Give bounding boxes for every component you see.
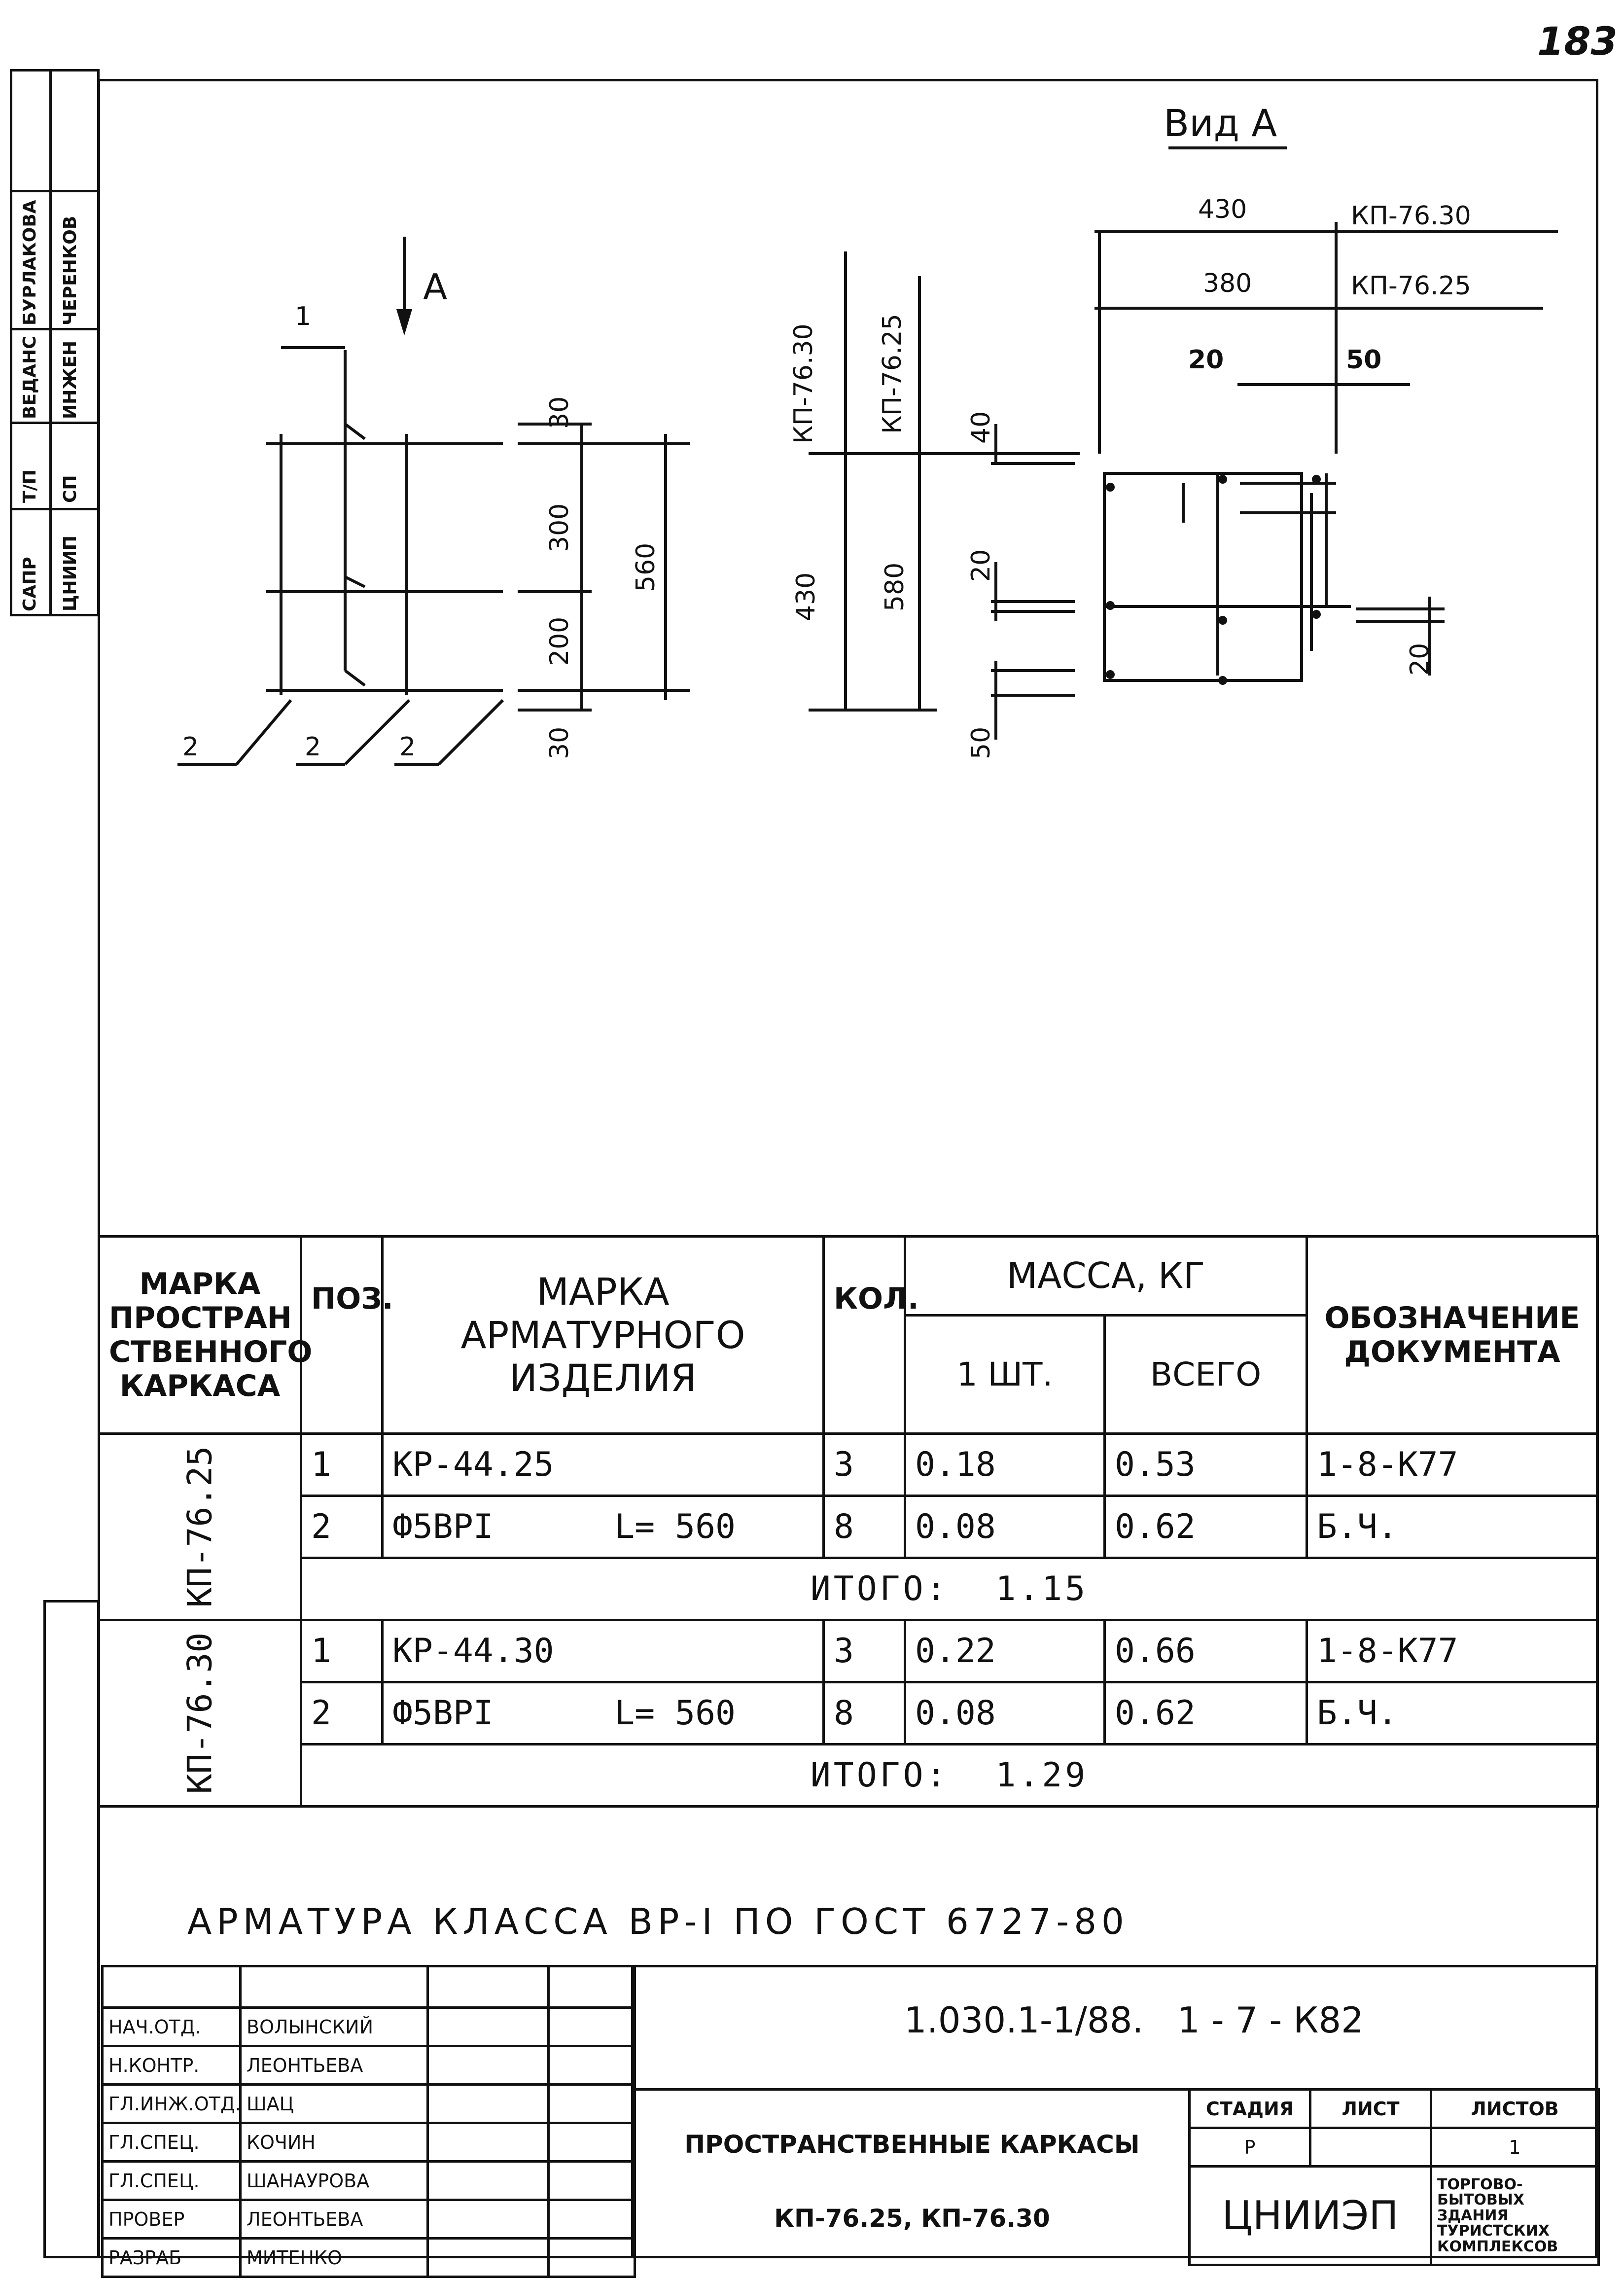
- item-cell: Ф5ВРI L= 560: [383, 1682, 824, 1745]
- total-row: [99, 1745, 1598, 1807]
- header-frame-mark: МАРКА ПРОСТРАН СТВЕННОГО КАРКАСА: [99, 1237, 301, 1434]
- frame-sketch: [148, 237, 740, 828]
- view-dim-40-side: 40: [966, 411, 996, 444]
- drawing-title-line1: ПРОСТРАНСТВЕННЫЕ КАРКАСЫ: [684, 2130, 1140, 2159]
- signature-row: ГЛ.СПЕЦ. КОЧИН: [103, 2123, 635, 2162]
- total-row: [99, 1558, 1598, 1620]
- position-mark-1: 1: [295, 302, 312, 331]
- view-dim-50: 50: [1346, 345, 1382, 375]
- stage-value: Р: [1190, 2128, 1310, 2167]
- reinforcement-note: АРМАТУРА КЛАССА ВР-I ПО ГОСТ 6727-80: [187, 1901, 1129, 1942]
- sheet-value: [1310, 2128, 1431, 2167]
- table-row: [99, 1434, 1598, 1496]
- doc-cell: 1-8-К77: [1307, 1434, 1598, 1496]
- pos-cell: 1: [301, 1434, 383, 1496]
- mass-one-cell: 0.08: [905, 1682, 1105, 1745]
- qty-cell: 3: [824, 1434, 905, 1496]
- view-mark-kp7630: КП-76.30: [1351, 201, 1471, 231]
- signature-row: ГЛ.ИНЖ.ОТД. ШАЦ: [103, 2085, 635, 2123]
- mass-one-cell: 0.18: [905, 1434, 1105, 1496]
- view-title: Вид А: [1164, 101, 1277, 145]
- signature-row: Н.КОНТР. ЛЕОНТЬЕВА: [103, 2046, 635, 2085]
- doc-cell: Б.Ч.: [1307, 1682, 1598, 1745]
- side-stamp-text: ЧЕРЕНКОВ: [60, 215, 80, 325]
- view-dim-580-side: 580: [880, 562, 910, 611]
- header-item-mark: МАРКА АРМАТУРНОГО ИЗДЕЛИЯ: [383, 1237, 824, 1434]
- position-mark-2: 2: [182, 732, 199, 762]
- header-pos: ПОЗ.: [301, 1237, 383, 1434]
- view-dim-380: 380: [1203, 269, 1252, 298]
- pos-cell: 2: [301, 1682, 383, 1745]
- header-mass-total: ВСЕГО: [1105, 1316, 1307, 1434]
- section-arrow-label: А: [423, 266, 448, 308]
- project-name: ТОРГОВО- БЫТОВЫХ ЗДАНИЯ ТУРИСТСКИХ КОМПЛЕКСОВ: [1431, 2167, 1599, 2265]
- position-mark-2: 2: [399, 732, 416, 762]
- dim-560: 560: [631, 542, 661, 592]
- table-row: [99, 1620, 1598, 1682]
- item-cell: КР-44.30: [383, 1620, 824, 1682]
- organization: ЦНИИЭП: [1190, 2167, 1431, 2265]
- stage-label: СТАДИЯ: [1190, 2090, 1310, 2128]
- signature-table: [101, 1965, 636, 2278]
- signature-row: ГЛ.СПЕЦ. ШАНАУРОВА: [103, 2162, 635, 2200]
- item-cell: Ф5ВРI L= 560: [383, 1496, 824, 1558]
- view-dim-20-side: 20: [966, 549, 996, 582]
- frame-mark-cell: [99, 1434, 301, 1620]
- sheets-value: 1: [1431, 2128, 1599, 2167]
- side-stamp-text: ЦНИИП: [60, 535, 80, 611]
- sheet-number: 183: [1537, 20, 1618, 64]
- pos-cell: 1: [301, 1620, 383, 1682]
- view-dim-20-right: 20: [1405, 642, 1435, 676]
- specification-table: [98, 1235, 1599, 1808]
- header-mass: МАССА, КГ: [905, 1237, 1307, 1316]
- doc-cell: Б.Ч.: [1307, 1496, 1598, 1558]
- header-qty: КОЛ.: [824, 1237, 905, 1434]
- sheets-label: ЛИСТОВ: [1431, 2090, 1599, 2128]
- mass-total-cell: 0.62: [1105, 1496, 1307, 1558]
- total-cell: ИТОГО: 1.29: [301, 1745, 1598, 1807]
- signature-row: ПРОВЕР ЛЕОНТЬЕВА: [103, 2200, 635, 2239]
- dim-300: 300: [545, 503, 574, 552]
- view-dim-20: 20: [1188, 345, 1224, 375]
- header-mass-one: 1 ШТ.: [905, 1316, 1105, 1434]
- mass-one-cell: 0.08: [905, 1496, 1105, 1558]
- side-stamp-text: ВЕДАНС: [20, 336, 40, 419]
- item-cell: КР-44.25: [383, 1434, 824, 1496]
- signature-row: РАЗРАБ МИТЕНКО: [103, 2239, 635, 2277]
- mass-one-cell: 0.22: [905, 1620, 1105, 1682]
- document-code: 1.030.1-1/88. 1 - 7 - К82: [904, 1999, 1364, 2041]
- frame-mark: КП-76.25: [180, 1446, 219, 1608]
- stage-table: [1188, 2088, 1600, 2266]
- sheet-label: ЛИСТ: [1310, 2090, 1431, 2128]
- dim-30-top: 30: [545, 396, 574, 429]
- view-side-mark-kp7630: КП-76.30: [789, 323, 818, 444]
- mass-total-cell: 0.66: [1105, 1620, 1307, 1682]
- side-stamp-lower: [43, 1600, 100, 2258]
- total-cell: ИТОГО: 1.15: [301, 1558, 1598, 1620]
- qty-cell: 8: [824, 1682, 905, 1745]
- side-stamp-text: Т/П: [20, 469, 40, 503]
- view-side-mark-kp7625: КП-76.25: [878, 314, 907, 434]
- drawing-title-line2: КП-76.25, КП-76.30: [774, 2204, 1050, 2233]
- side-stamp-text: БУРЛАКОВА: [20, 200, 40, 325]
- qty-cell: 3: [824, 1620, 905, 1682]
- frame-mark: КП-76.30: [180, 1632, 219, 1794]
- view-dim-430: 430: [1198, 195, 1247, 224]
- view-mark-kp7625: КП-76.25: [1351, 271, 1471, 301]
- doc-cell: 1-8-К77: [1307, 1620, 1598, 1682]
- mass-total-cell: 0.62: [1105, 1682, 1307, 1745]
- mass-total-cell: 0.53: [1105, 1434, 1307, 1496]
- dim-30-bottom: 30: [545, 726, 574, 759]
- side-stamp-text: СП: [60, 475, 80, 503]
- signature-row: НАЧ.ОТД. ВОЛЫНСКИЙ: [103, 2008, 635, 2046]
- position-mark-2: 2: [305, 732, 321, 762]
- table-row: [99, 1682, 1598, 1745]
- qty-cell: 8: [824, 1496, 905, 1558]
- side-stamp-text: САПР: [20, 557, 40, 611]
- side-stamp-text: ИНЖЕН: [60, 340, 80, 419]
- view-dim-430-side: 430: [791, 572, 821, 621]
- view-dim-50-side: 50: [966, 726, 996, 759]
- table-row: [99, 1496, 1598, 1558]
- dim-200: 200: [545, 616, 574, 666]
- pos-cell: 2: [301, 1496, 383, 1558]
- header-doc: ОБОЗНАЧЕНИЕ ДОКУМЕНТА: [1307, 1237, 1598, 1434]
- frame-mark-cell: [99, 1620, 301, 1807]
